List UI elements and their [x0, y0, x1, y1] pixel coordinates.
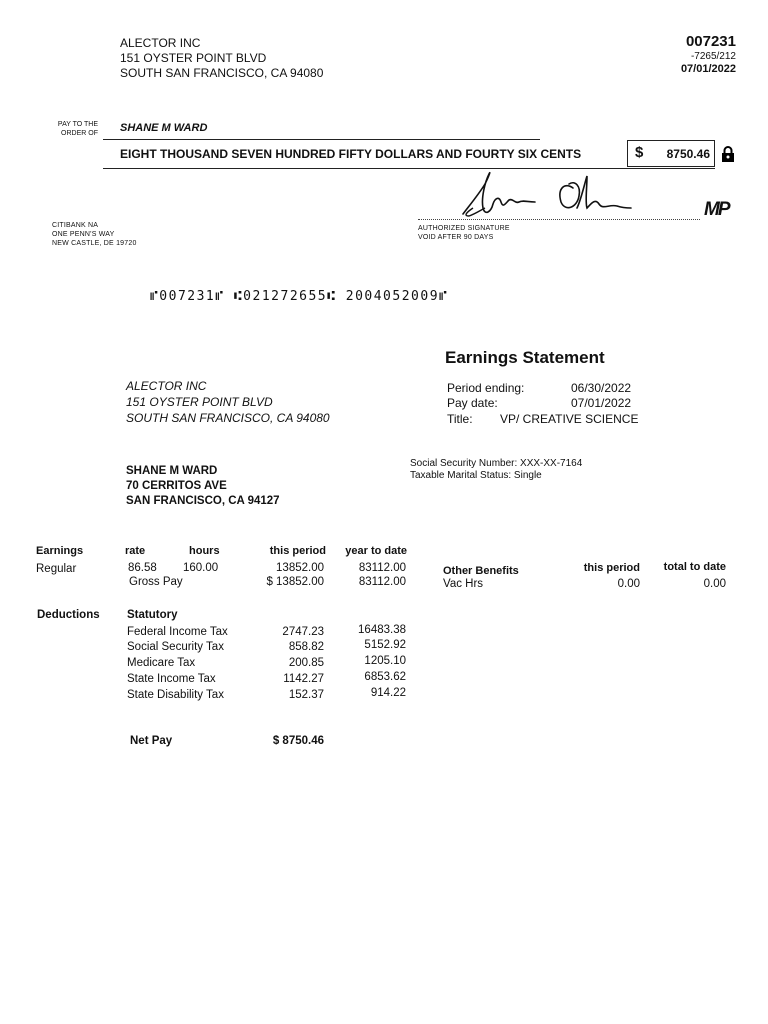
gross-pay-label: Gross Pay: [129, 576, 183, 588]
payee-line: [103, 139, 540, 140]
benefits-this-period-header: this period: [583, 562, 640, 574]
marital-status: Taxable Marital Status: Single: [410, 470, 542, 481]
other-benefits-label: Other Benefits: [443, 565, 519, 577]
gross-pay-this-period: $ 13852.00: [266, 576, 324, 588]
regular-hours: 160.00: [183, 562, 219, 574]
deduction-this-period: 2747.23: [282, 626, 324, 638]
deduction-ytd: 914.22: [370, 687, 406, 699]
gross-pay-ytd: 83112.00: [358, 576, 406, 588]
dollar-sign: $: [635, 144, 644, 161]
pay-date-label: Pay date:: [447, 396, 498, 410]
benefits-total-header: total to date: [663, 561, 726, 573]
check-number: 007231: [685, 33, 736, 50]
hours-header: hours: [189, 545, 220, 557]
ssn: Social Security Number: XXX-XX-7164: [410, 458, 583, 469]
deduction-this-period: 858.82: [288, 641, 324, 653]
net-pay-value: $ 8750.46: [272, 735, 324, 747]
signature-line: [418, 219, 700, 220]
check-company-name: ALECTOR INC: [120, 36, 201, 50]
statement-company-name: ALECTOR INC: [126, 379, 207, 393]
deduction-this-period: 152.37: [288, 689, 324, 701]
deduction-ytd: 6853.62: [364, 671, 406, 683]
deduction-label: Federal Income Tax: [127, 626, 228, 638]
period-ending-value: 06/30/2022: [571, 381, 632, 395]
bank-address2: NEW CASTLE, DE 19720: [52, 240, 137, 247]
regular-rate: 86.58: [128, 562, 157, 574]
void-notice: VOID AFTER 90 DAYS: [418, 234, 494, 241]
signature: [445, 168, 645, 220]
amount-in-words: EIGHT THOUSAND SEVEN HUNDRED FIFTY DOLLARS AND FOURTY SIX CENTS: [120, 147, 582, 161]
routing-fraction: -7265/212: [690, 51, 736, 62]
title-label: Title:: [447, 412, 473, 426]
check-amount: 8750.46: [666, 147, 710, 161]
regular-label: Regular: [36, 563, 77, 575]
net-pay-label: Net Pay: [130, 735, 173, 747]
lock-icon: [721, 146, 735, 162]
statement-title: Earnings Statement: [445, 348, 605, 367]
pay-date-value: 07/01/2022: [571, 396, 632, 410]
regular-ytd: 83112.00: [358, 562, 406, 574]
employee-name: SHANE M WARD: [126, 465, 218, 477]
statutory-label: Statutory: [127, 609, 178, 621]
pay-to-label: PAY TO THE: [57, 121, 98, 128]
order-of-label: ORDER OF: [61, 130, 98, 137]
deduction-label: Social Security Tax: [127, 641, 224, 653]
deductions-label: Deductions: [37, 609, 100, 621]
deduction-this-period: 1142.27: [283, 673, 324, 685]
bank-address1: ONE PENN'S WAY: [52, 231, 115, 238]
deduction-label: State Income Tax: [127, 673, 216, 685]
deduction-ytd: 5152.92: [364, 639, 406, 651]
bank-name: CITIBANK NA: [52, 222, 99, 229]
rate-header: rate: [125, 545, 146, 557]
employee-address2: SAN FRANCISCO, CA 94127: [126, 495, 280, 507]
check-company-address1: 151 OYSTER POINT BLVD: [120, 51, 267, 65]
signature-label: AUTHORIZED SIGNATURE: [418, 225, 510, 232]
vac-hrs-label: Vac Hrs: [443, 578, 484, 590]
vac-hrs-this-period: 0.00: [617, 578, 640, 590]
check-company-address2: SOUTH SAN FRANCISCO, CA 94080: [120, 66, 324, 80]
vac-hrs-total: 0.00: [703, 578, 726, 590]
ytd-header: year to date: [345, 545, 407, 557]
this-period-header: this period: [269, 545, 326, 557]
title-value: VP/ CREATIVE SCIENCE: [500, 412, 639, 426]
regular-this-period: 13852.00: [276, 562, 324, 574]
earnings-label: Earnings: [36, 545, 84, 557]
deduction-this-period: 200.85: [288, 657, 324, 669]
deduction-label: State Disability Tax: [127, 689, 224, 701]
micr-line: ⑈007231⑈ ⑆021272655⑆ 2004052009⑈: [150, 289, 449, 304]
employee-address1: 70 CERRITOS AVE: [126, 480, 227, 492]
deduction-ytd: 16483.38: [358, 624, 406, 636]
statement-company-address1: 151 OYSTER POINT BLVD: [126, 395, 273, 409]
mp-logo: MP: [704, 199, 729, 220]
deduction-ytd: 1205.10: [364, 655, 406, 667]
deduction-label: Medicare Tax: [127, 657, 196, 669]
period-ending-label: Period ending:: [447, 381, 525, 395]
payee-name: SHANE M WARD: [120, 122, 208, 134]
statement-company-address2: SOUTH SAN FRANCISCO, CA 94080: [126, 411, 330, 425]
check-date: 07/01/2022: [680, 63, 736, 75]
